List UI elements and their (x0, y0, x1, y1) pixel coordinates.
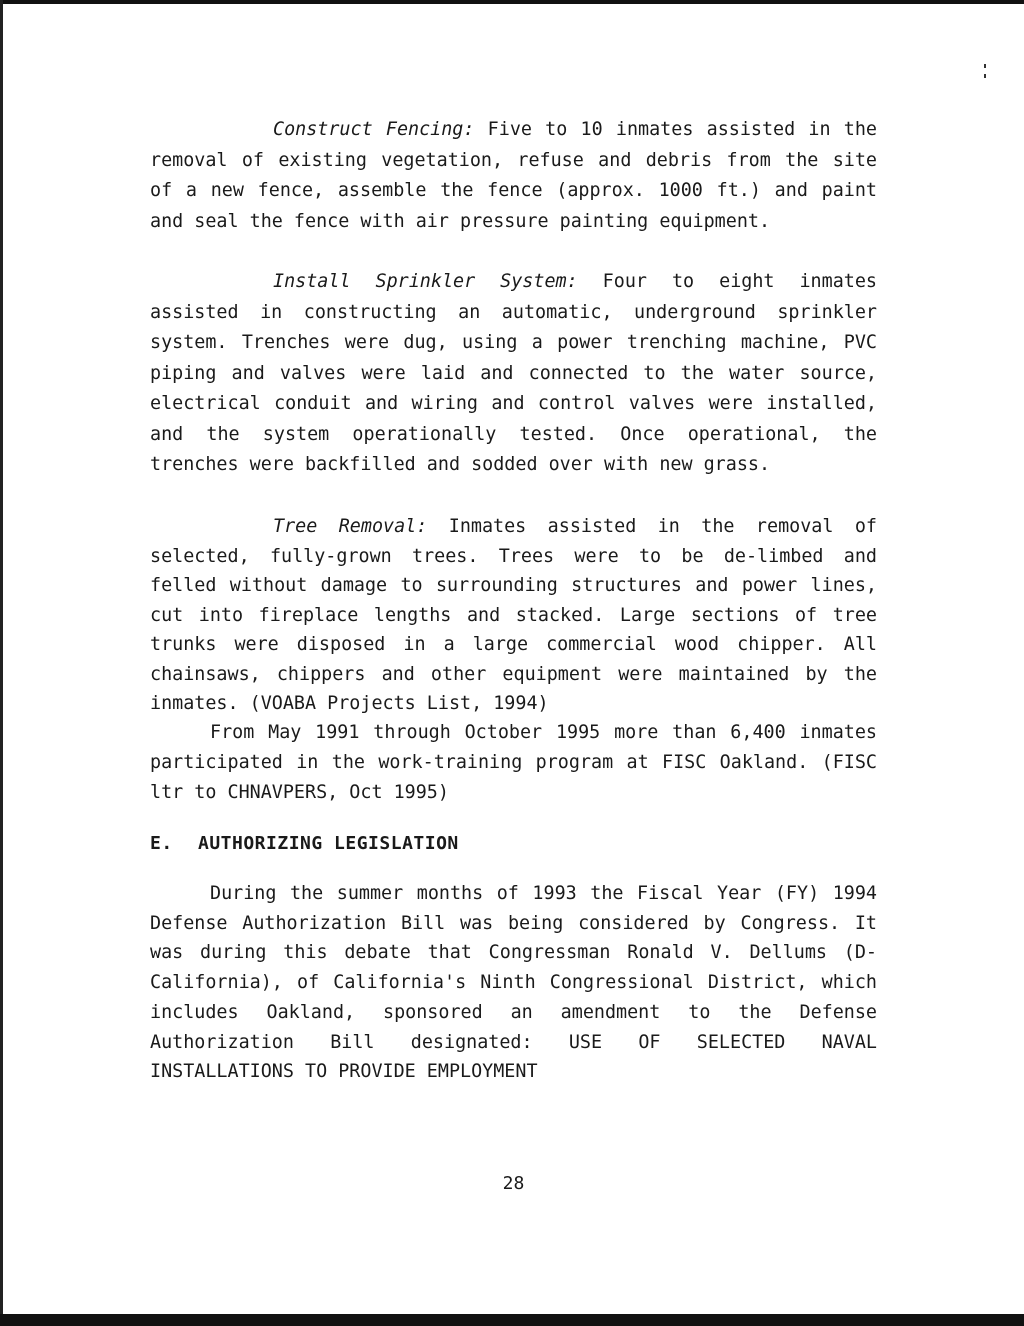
left-scan-border (0, 0, 3, 1326)
top-scan-border (0, 0, 1024, 4)
paragraph-lead-install-sprinkler: Install Sprinkler System: (273, 271, 578, 292)
paragraph-authorizing-legislation: During the summer months of 1993 the Fiscal Year (FY) 1994 Defense Authorization Bill was being considered by Congress. It was during this debate that Congressman Ronald V. Dellums (D-California), of California's Ninth Congressional District, which includes Oakland, sponsored an amendment to the Defense Authorization Bill designated: USE OF SELECTED NAVAL INSTALLATIONS TO PROVIDE EMPLOYMENT (150, 883, 877, 1083)
paragraph-lead-construct-fencing: Construct Fencing: (273, 119, 475, 140)
bottom-scan-border (0, 1314, 1024, 1326)
paragraph-install-sprinkler (150, 267, 877, 481)
paragraph-construct-fencing (150, 115, 877, 237)
paragraph-text-tree-removal: Inmates assisted in the removal of selected, fully-grown trees. Trees were to be de-limbed and felled without damage to surrounding structures and power lines, cut into fireplace lengths and stacked. Large sections of tree trunks were disposed in a large commercial wood chipper. All chainsaws, chippers and other equipment were maintained by the inmates. (VOABA Projects List, 1994) (150, 516, 878, 714)
paragraph-text-install-sprinkler: Four to eight inmates assisted in constructing an automatic, underground sprinkler system. Trenches were dug, using a power trenching machine, PVC piping and valves were laid and connected to the water source, electrical conduit and wiring and control valves were installed, and the system operationally tested. Once operational, the trenches were backfilled and sodded over with new grass. (150, 271, 877, 475)
paragraph-tree-removal (150, 512, 877, 719)
section-heading-title: AUTHORIZING LEGISLATION (198, 833, 459, 854)
paragraph-program-summary: From May 1991 through October 1995 more than 6,400 inmates participated in the work-training program at FISC Oakland. (FISC ltr to CHNAVPERS, Oct 1995) (150, 722, 877, 803)
section-heading-letter: E. (150, 833, 173, 854)
paragraph-text-construct-fencing: Five to 10 inmates assisted in the removal of existing vegetation, refuse and debris from the site of a new fence, assemble the fence (approx. 1000 ft.) and paint and seal the fence with air pressure painting equipment. (150, 119, 877, 232)
section-heading (150, 833, 459, 854)
scan-speck-marks (984, 64, 986, 82)
page-number: 28 (502, 1173, 525, 1194)
paragraph-lead-tree-removal: Tree Removal: (273, 516, 428, 537)
